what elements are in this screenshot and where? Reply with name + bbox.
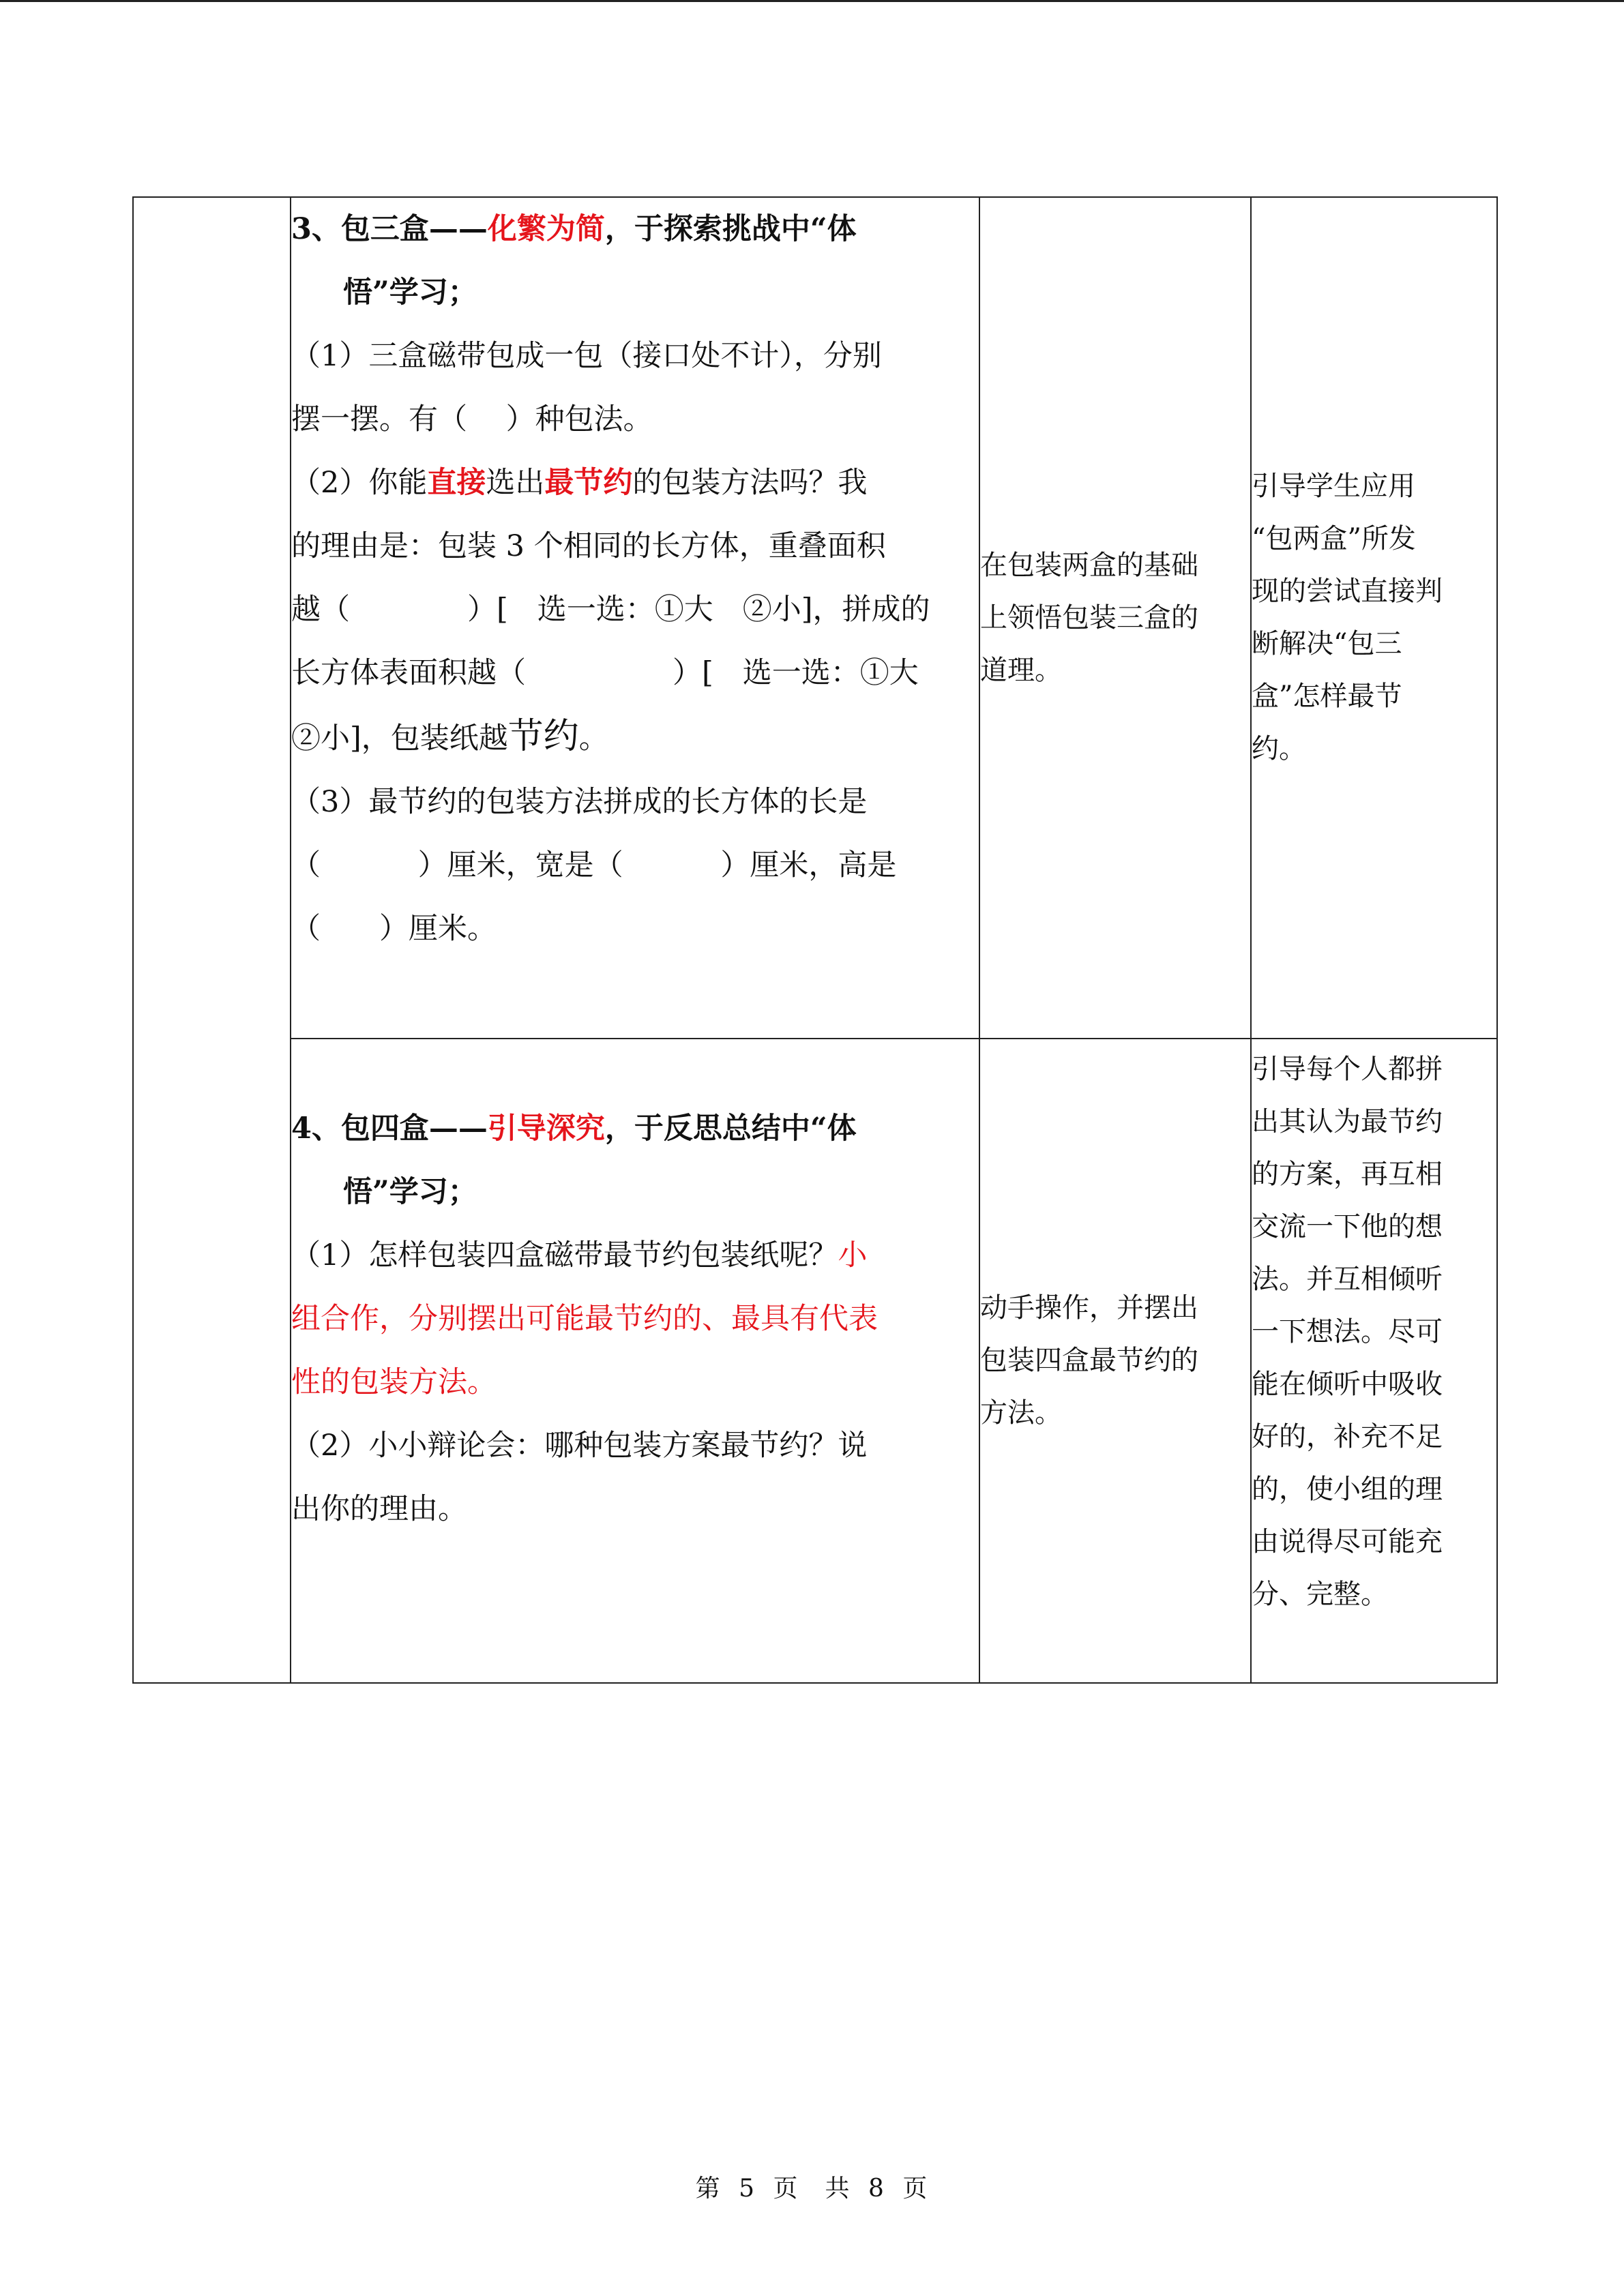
question-2: （2）你能直接选出最节约的包装方法吗？我 的理由是：包装 3 个相同的长方体，重叠面积 越（ ）[ 选一选：①大 ②小]，拼成的 长方体表面积越（ ）[ 选一选：①大 ②小]，包装纸越节约。 xyxy=(291,466,930,757)
teaching-content-cell xyxy=(291,1039,979,1683)
question-1: （1）怎样包装四盒磁带最节约包装纸呢？小 组合作，分别摆出可能最节约的、最具有代表 性的包装方法。 xyxy=(291,1238,878,1399)
table-row xyxy=(133,197,1497,1039)
question-3: （3）最节约的包装方法拼成的长方体的长是 （ ）厘米，宽是（ ）厘米，高是 （ ）厘米。 xyxy=(291,785,897,946)
page-label-pre: 第 xyxy=(695,2175,722,2203)
lesson-plan-table xyxy=(132,196,1498,1684)
student-activity-text: 动手操作，并摆出 包装四盒最节约的 方法。 xyxy=(980,1292,1198,1429)
table-row xyxy=(133,1039,1497,1683)
page-footer xyxy=(0,2169,1624,2204)
stage-cell xyxy=(133,197,291,1683)
question-1: （1）三盒磁带包成一包（接口处不计），分别 摆一摆。有（ ）种包法。 xyxy=(291,339,882,436)
page-label-post: 页 xyxy=(902,2175,929,2203)
page-label-mid: 页 共 xyxy=(773,2175,851,2203)
design-intent-text: 引导学生应用 “包两盒”所发 现的尝试直接判 断解决“包三 盒”怎样最节 约。 xyxy=(1252,471,1443,764)
design-intent-text: 引导每个人都拼 出其认为最节约 的方案，再互相 交流一下他的想 法。并互相倾听 一下想法。尽可 能在倾听中吸收 好的，补充不足 的，使小组的理 由说得尽可能充 分、完整。 xyxy=(1252,1054,1443,1610)
section-heading: 4、包四盒——引导深究，于反思总结中“体 悟”学习； xyxy=(291,1112,857,1209)
top-border-line xyxy=(0,0,1624,2)
question-2: （2）小小辩论会：哪种包装方案最节约？说 出你的理由。 xyxy=(291,1429,868,1526)
section-heading: 3、包三盒——化繁为简，于探索挑战中“体 悟”学习； xyxy=(291,212,857,310)
page-number: 5 xyxy=(739,2175,756,2203)
total-pages: 8 xyxy=(868,2175,885,2203)
student-activity-cell xyxy=(979,197,1251,1039)
design-intent-cell xyxy=(1251,197,1497,1039)
teaching-content-cell xyxy=(291,197,979,1039)
student-activity-text: 在包装两盒的基础 上领悟包装三盒的 道理。 xyxy=(980,549,1198,686)
design-intent-cell xyxy=(1251,1039,1497,1683)
student-activity-cell xyxy=(979,1039,1251,1683)
